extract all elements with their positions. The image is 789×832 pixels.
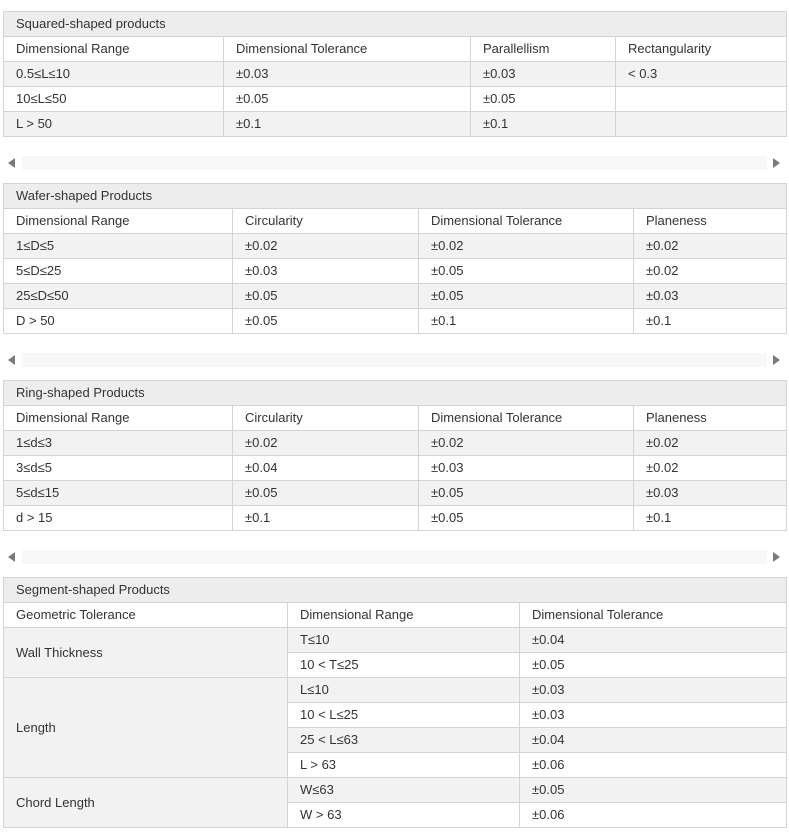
table-row [4, 481, 787, 506]
table-cell [616, 87, 787, 112]
table-cell: ±0.03 [471, 62, 616, 87]
table-cell: ±0.1 [224, 112, 471, 137]
table-cell: d > 15 [4, 506, 233, 531]
table-cell: 25≤D≤50 [4, 284, 233, 309]
table-row [4, 628, 787, 653]
table-cell: ±0.04 [520, 628, 787, 653]
column-header: Circularity [233, 406, 419, 431]
table-caption: Ring-shaped Products [4, 381, 787, 406]
table-cell: ±0.05 [233, 481, 419, 506]
table-cell: W≤63 [288, 778, 520, 803]
table-row [4, 259, 787, 284]
table-cell: ±0.05 [224, 87, 471, 112]
table-row [4, 778, 787, 803]
table-cell: ±0.02 [419, 234, 634, 259]
table-cell [616, 112, 787, 137]
column-header: Dimensional Tolerance [224, 37, 471, 62]
table-cell: 10 < T≤25 [288, 653, 520, 678]
column-header: Parallellism [471, 37, 616, 62]
table-cell: ±0.1 [634, 309, 787, 334]
scroll-right-arrow-icon[interactable] [773, 552, 780, 562]
column-header: Dimensional Range [288, 603, 520, 628]
scroll-track[interactable] [22, 156, 767, 170]
column-header: Geometric Tolerance [4, 603, 288, 628]
table-row [4, 506, 787, 531]
column-header: Circularity [233, 209, 419, 234]
table-cell: ±0.02 [233, 431, 419, 456]
table-cell: ±0.03 [634, 284, 787, 309]
scroll-right-arrow-icon[interactable] [773, 355, 780, 365]
table-cell: ±0.05 [520, 778, 787, 803]
column-header: Dimensional Tolerance [419, 209, 634, 234]
table-cell: L > 50 [4, 112, 224, 137]
table-cell: ±0.05 [520, 653, 787, 678]
table-row [4, 112, 787, 137]
table-cell: ±0.03 [520, 703, 787, 728]
table-cell: 3≤d≤5 [4, 456, 233, 481]
column-header: Planeness [634, 406, 787, 431]
group-label: Length [4, 678, 288, 778]
table-cell: ±0.05 [471, 87, 616, 112]
table-caption: Segment-shaped Products [4, 578, 787, 603]
table-cell: 25 < L≤63 [288, 728, 520, 753]
table-cell: ±0.02 [634, 234, 787, 259]
table-cell: 1≤D≤5 [4, 234, 233, 259]
column-header: Planeness [634, 209, 787, 234]
wafer-products-table [3, 183, 787, 334]
table-cell: ±0.02 [634, 259, 787, 284]
table-cell: ±0.1 [419, 309, 634, 334]
table-row [4, 62, 787, 87]
table-row [4, 309, 787, 334]
table-cell: ±0.03 [634, 481, 787, 506]
table-cell: ±0.03 [233, 259, 419, 284]
scroll-track[interactable] [22, 353, 767, 367]
table-row [4, 284, 787, 309]
table-cell: W > 63 [288, 803, 520, 828]
table-cell: < 0.3 [616, 62, 787, 87]
horizontal-scrollbar[interactable] [0, 351, 789, 371]
table-cell: ±0.06 [520, 753, 787, 778]
table-cell: ±0.1 [634, 506, 787, 531]
table-cell: ±0.02 [233, 234, 419, 259]
table-caption: Wafer-shaped Products [4, 184, 787, 209]
table-cell: ±0.1 [471, 112, 616, 137]
scroll-left-arrow-icon[interactable] [8, 552, 15, 562]
segment-products-table [3, 577, 787, 828]
table-row [4, 678, 787, 703]
table-cell: ±0.02 [634, 431, 787, 456]
table-cell: 0.5≤L≤10 [4, 62, 224, 87]
table-cell: 10 < L≤25 [288, 703, 520, 728]
table-cell: ±0.05 [419, 259, 634, 284]
table-cell: 10≤L≤50 [4, 87, 224, 112]
scroll-right-arrow-icon[interactable] [773, 158, 780, 168]
table-cell: ±0.03 [419, 456, 634, 481]
table-row [4, 456, 787, 481]
scroll-left-arrow-icon[interactable] [8, 355, 15, 365]
table-cell: ±0.03 [224, 62, 471, 87]
table-cell: L≤10 [288, 678, 520, 703]
group-label: Chord Length [4, 778, 288, 828]
group-label: Wall Thickness [4, 628, 288, 678]
horizontal-scrollbar[interactable] [0, 548, 789, 568]
table-cell: 5≤D≤25 [4, 259, 233, 284]
table-cell: ±0.02 [634, 456, 787, 481]
table-cell: ±0.05 [419, 481, 634, 506]
table-cell: ±0.06 [520, 803, 787, 828]
table-cell: ±0.1 [233, 506, 419, 531]
column-header: Dimensional Range [4, 209, 233, 234]
table-cell: ±0.05 [233, 284, 419, 309]
column-header: Dimensional Range [4, 37, 224, 62]
scroll-track[interactable] [22, 550, 767, 564]
table-cell: D > 50 [4, 309, 233, 334]
table-cell: ±0.03 [520, 678, 787, 703]
table-cell: ±0.05 [419, 284, 634, 309]
table-cell: 5≤d≤15 [4, 481, 233, 506]
column-header: Dimensional Range [4, 406, 233, 431]
table-row [4, 87, 787, 112]
table-cell: ±0.04 [233, 456, 419, 481]
table-row [4, 431, 787, 456]
column-header: Rectangularity [616, 37, 787, 62]
table-cell: T≤10 [288, 628, 520, 653]
column-header: Dimensional Tolerance [419, 406, 634, 431]
table-cell: ±0.05 [233, 309, 419, 334]
table-cell: L > 63 [288, 753, 520, 778]
squared-products-table [3, 11, 787, 137]
table-caption: Squared-shaped products [4, 12, 787, 37]
ring-products-table [3, 380, 787, 531]
table-row [4, 234, 787, 259]
table-cell: ±0.05 [419, 506, 634, 531]
column-header: Dimensional Tolerance [520, 603, 787, 628]
horizontal-scrollbar[interactable] [0, 154, 789, 174]
scroll-left-arrow-icon[interactable] [8, 158, 15, 168]
table-cell: ±0.02 [419, 431, 634, 456]
table-cell: 1≤d≤3 [4, 431, 233, 456]
table-cell: ±0.04 [520, 728, 787, 753]
